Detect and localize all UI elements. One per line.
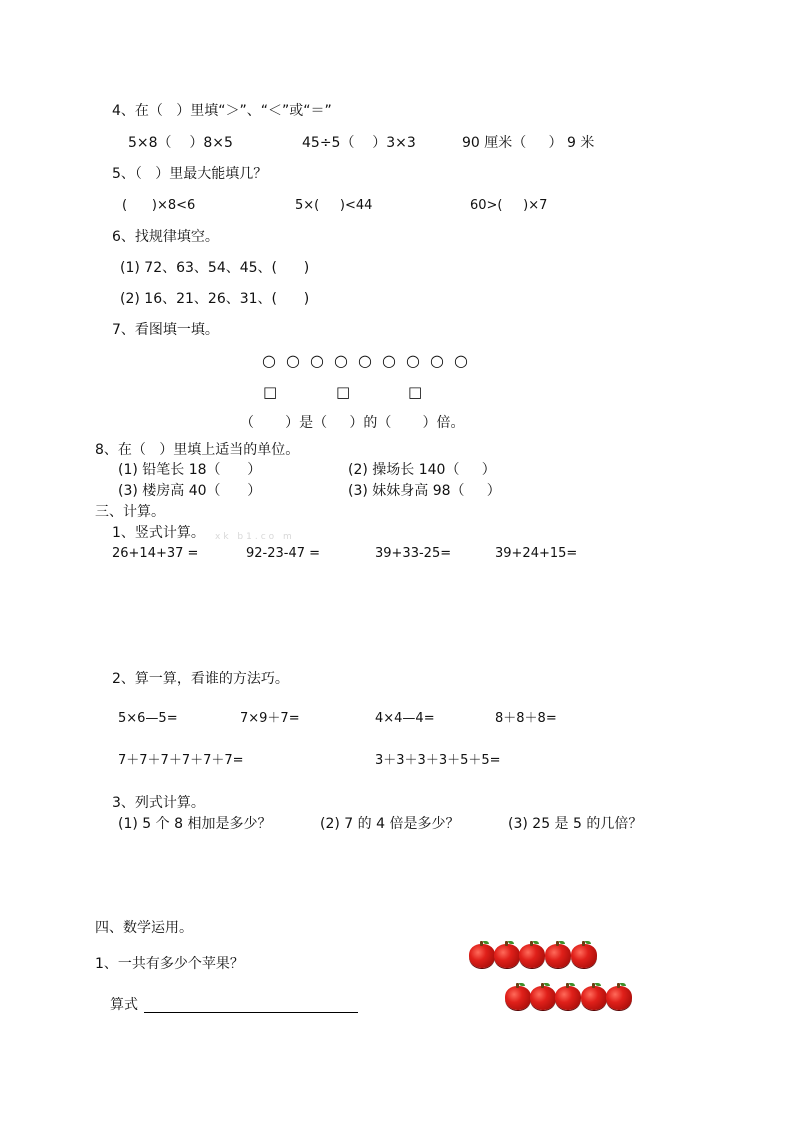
square-icon: □ [408, 383, 423, 401]
circle-icon: ○ [406, 351, 420, 370]
circle-icon: ○ [310, 351, 324, 370]
q5-item-2: 5×( )<44 [295, 198, 373, 213]
circle-icon: ○ [454, 351, 468, 370]
circle-icon: ○ [334, 351, 348, 370]
q5-item-1: ( )×8<6 [122, 198, 196, 213]
s3-q3-title: 3、列式计算。 [112, 795, 205, 811]
q8-item-4: (3) 妹妹身高 98（ ） [348, 483, 501, 499]
s3-q2-item-3: 4×4—4= [375, 711, 435, 726]
circle-icon: ○ [382, 351, 396, 370]
s3-q2-item-1: 5×6—5= [118, 711, 178, 726]
formula-answer-line[interactable] [144, 1012, 358, 1013]
s3-q2-item-6: 3＋3＋3＋3＋5＋5= [375, 753, 501, 768]
apple-icon [571, 944, 597, 968]
formula-label: 算式 [110, 997, 138, 1013]
q7-sentence: （ ）是（ ）的（ ）倍。 [240, 415, 465, 431]
s3-q2-item-2: 7×9＋7= [240, 711, 300, 726]
apple-icon [519, 944, 545, 968]
watermark: xk b1.co m [215, 532, 295, 542]
s4-q1-title: 1、一共有多少个苹果？ [95, 956, 244, 972]
circle-icon: ○ [430, 351, 444, 370]
q4-item-2: 45÷5（ ）3×3 [302, 135, 416, 151]
q8-title: 8、在（ ）里填上适当的单位。 [95, 442, 300, 458]
square-icon: □ [263, 383, 278, 401]
q6-title: 6、找规律填空。 [112, 229, 219, 245]
section3-title: 三、计算。 [95, 504, 165, 520]
q6-item-1: (1) 72、63、54、45、( ) [120, 260, 310, 276]
s3-q2-title: 2、算一算，看谁的方法巧。 [112, 671, 289, 687]
s3-q2-item-5: 7＋7＋7＋7＋7＋7= [118, 753, 244, 768]
q8-item-3: (3) 楼房高 40（ ） [118, 483, 262, 499]
q4-item-1: 5×8（ ）8×5 [128, 135, 233, 151]
q8-item-1: (1) 铅笔长 18（ ） [118, 462, 262, 478]
q7-title: 7、看图填一填。 [112, 322, 219, 338]
apple-icon [606, 986, 632, 1010]
apple-icon [530, 986, 556, 1010]
q5-title: 5、（ ）里最大能填几？ [112, 166, 268, 182]
apple-icon [555, 986, 581, 1010]
q8-item-2: (2) 操场长 140（ ） [348, 462, 496, 478]
s3-q3-item-1: (1) 5 个 8 相加是多少？ [118, 816, 272, 832]
s3-q3-item-2: (2) 7 的 4 倍是多少？ [320, 816, 460, 832]
s3-q1-item-3: 39+33-25= [375, 546, 452, 561]
q4-item-3: 90 厘米（ ） 9 米 [462, 135, 595, 151]
q4-title: 4、在（ ）里填“＞”、“＜”或“＝” [112, 103, 332, 119]
apple-icon [545, 944, 571, 968]
q6-item-2: (2) 16、21、26、31、( ) [120, 291, 310, 307]
q5-item-3: 60>( )×7 [470, 198, 548, 213]
apple-icon [581, 986, 607, 1010]
square-icon: □ [336, 383, 351, 401]
circle-icon: ○ [358, 351, 372, 370]
apple-icon [469, 944, 495, 968]
s3-q3-item-3: (3) 25 是 5 的几倍？ [508, 816, 643, 832]
circle-icon: ○ [262, 351, 276, 370]
s3-q1-item-2: 92-23-47 = [246, 546, 321, 561]
section4-title: 四、数学运用。 [95, 920, 193, 936]
circle-icon: ○ [286, 351, 300, 370]
apple-icon [505, 986, 531, 1010]
apple-icon [494, 944, 520, 968]
s3-q1-item-1: 26+14+37 = [112, 546, 199, 561]
s3-q2-item-4: 8＋8＋8= [495, 711, 557, 726]
s3-q1-title: 1、竖式计算。 [112, 525, 205, 541]
s3-q1-item-4: 39+24+15= [495, 546, 578, 561]
